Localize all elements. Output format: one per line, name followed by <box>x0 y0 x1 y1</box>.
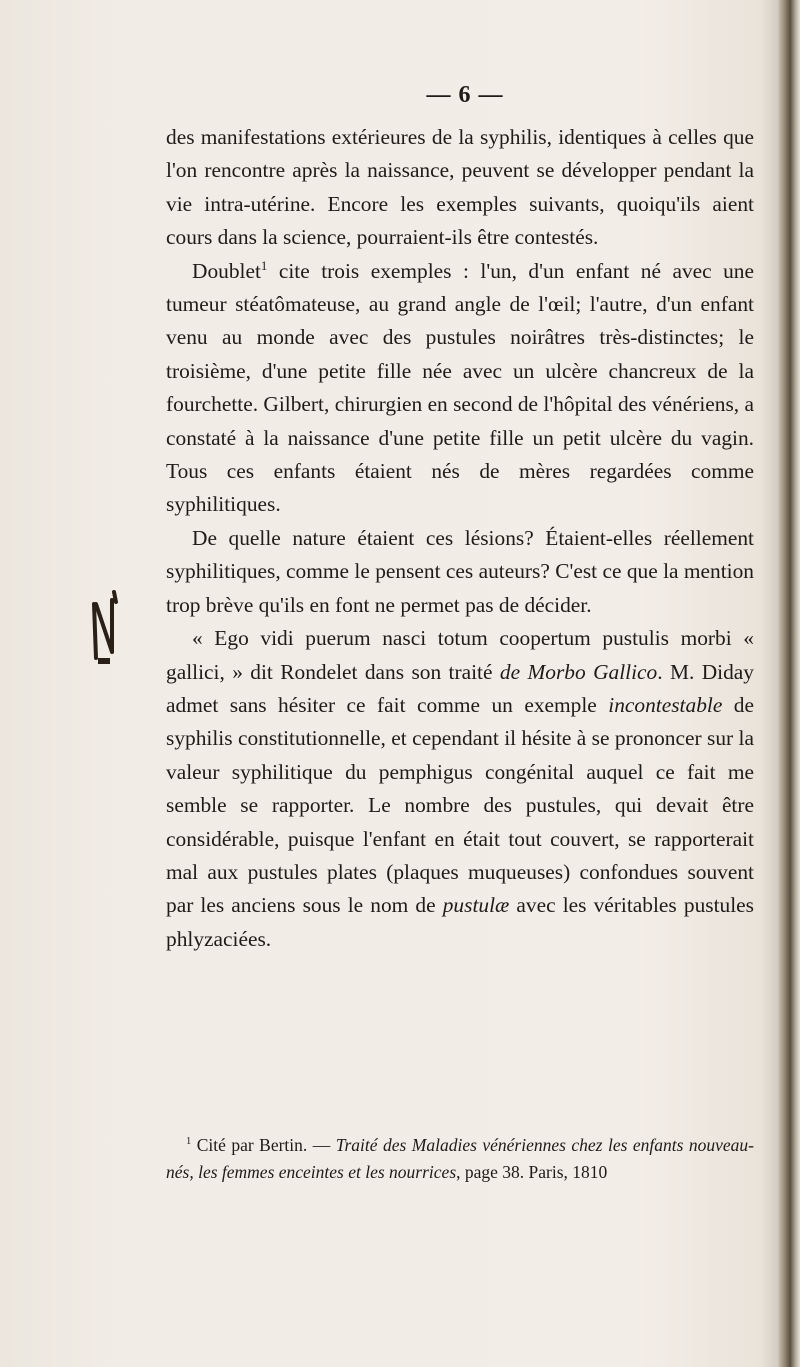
footnote-marker: 1 <box>186 1136 192 1148</box>
paragraph: De quelle nature étaient ces lésions? Étaient-elles réellement syphilitiques, comme le pensent ces auteurs? C'est ce que la mention trop brève qu'ils en font ne permet pas de décider. <box>166 525 754 617</box>
footnote-text: $^1$ Cité par Bertin. — Traité des Maladies vénériennes chez les enfants nouveau-nés, les femmes enceintes et les nourrices, page 38. Paris, 1810 <box>166 1135 754 1182</box>
page-gutter-shadow <box>760 0 778 1367</box>
italic-emphasis: incontestable <box>608 692 723 717</box>
body-text <box>166 121 754 956</box>
page-number: — 6 — <box>426 82 504 108</box>
footnote-title: Traité des Maladies vénériennes chez les enfants nouveau-nés, les femmes enceintes et les nourrices <box>166 1135 754 1182</box>
italic-term: pustulæ <box>442 893 510 918</box>
paragraph: des manifestations extérieures de la syphilis, identiques à celles que l'on rencontre après la naissance, peuvent se développer pendant la vie intra-utérine. Encore les exemples suivants, quoiqu'ils aient cours dans la science, pourraient-ils être contestés. <box>166 125 754 250</box>
italic-title: de Morbo Gallico <box>499 659 658 684</box>
footnote-ref: 1 <box>260 258 268 273</box>
margin-ink-mark <box>90 588 118 666</box>
paragraph: Doublet$^1$ cite trois exemples : l'un, d'un enfant né avec une tumeur stéatômateuse, au grand angle de l'œil; l'autre, d'un enfant venu au monde avec des pustules noirâtres très-distinctes; le troisième, d'une petite fille née avec un ulcère chancreux de la fourchette. Gilbert, chirurgien en second de l'hôpital des vénériens, a constaté à la naissance d'une petite fille un petit ulcère du vagin. Tous ces enfants étaient nés de mères regardées comme syphilitiques. <box>166 258 754 517</box>
footnote <box>166 1132 754 1186</box>
author-name: Doublet <box>192 258 261 283</box>
paragraph: « Ego vidi puerum nasci totum coopertum pustulis morbi « gallici, » dit Rondelet dans son traité de Morbo Gallico. M. Diday admet sans hésiter ce fait comme un exemple incontestable de syphilis constitutionnelle, et cependant il hésite à se prononcer sur la valeur syphilitique du pemphigus congénital auquel ce fait me semble se rapporter. Le nombre des pustules, qui devait être considérable, puisque l'enfant en était tout couvert, se rapporterait mal aux pustules plates (plaques muqueuses) confondues souvent par les anciens sous le nom de pustulæ avec les véritables pustules phlyzaciées. <box>166 626 754 951</box>
book-edge <box>778 0 800 1367</box>
